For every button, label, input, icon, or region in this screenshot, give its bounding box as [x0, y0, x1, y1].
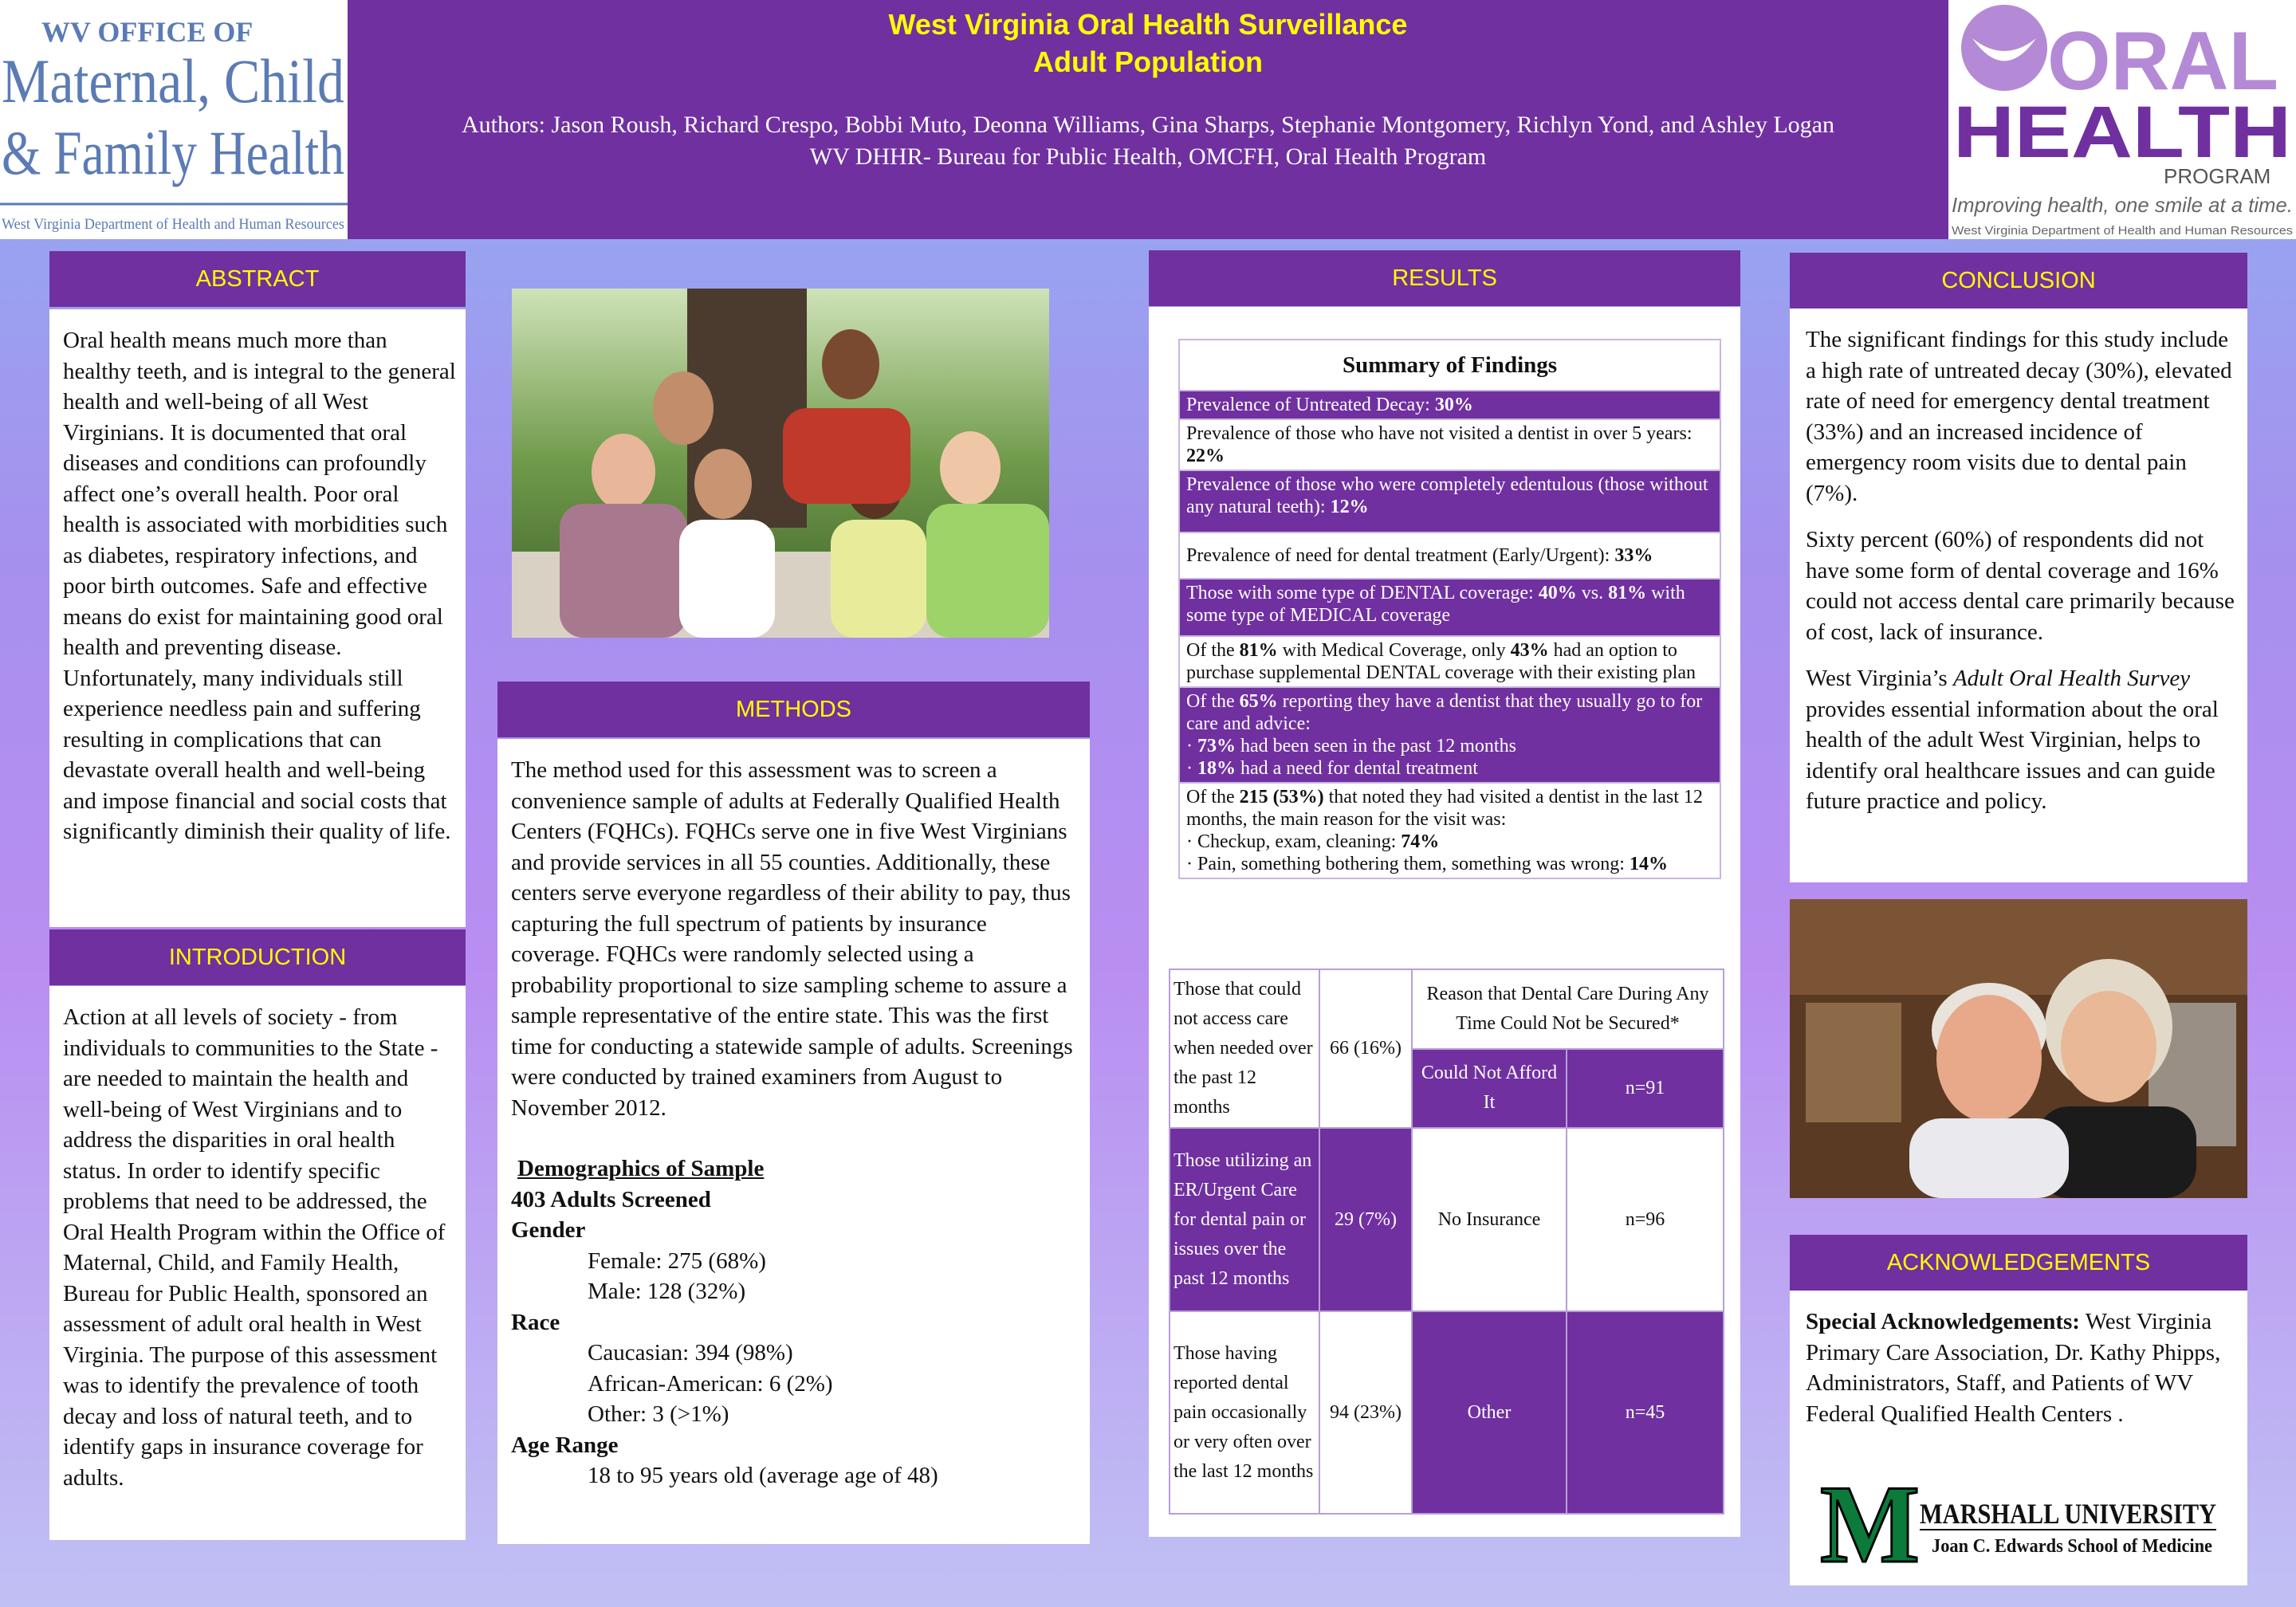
finding-dental-coverage: [1179, 579, 1720, 636]
conclusion-panel: [1790, 308, 2247, 882]
mch-logo-line1: WV OFFICE OF: [41, 16, 254, 48]
oral-health-logo: [1948, 0, 2296, 239]
finding-no-dentist-visit: [1179, 419, 1720, 470]
gender-male: Male: 128 (32%): [588, 1279, 746, 1304]
finding-label: had an option to purchase supplemental DENTAL coverage with their existing plan: [1186, 640, 1696, 683]
introduction-panel: [49, 986, 466, 1540]
finding-label: Those with some type of DENTAL coverage:: [1186, 583, 1534, 603]
access-count: 29 (7%): [1319, 1128, 1412, 1311]
finding-value: 12%: [1330, 497, 1369, 517]
reason-cell: Could Not Afford It: [1412, 1049, 1567, 1129]
methods-text: The method used for this assessment was to screen a convenience sample of adults at Federally Qualified Health Centers (FQHCs). FQHCs serve one in five West Virginians and provide services in all 55 counties. Additionally, these centers serve everyone regardless of their ability to pay, thus capturing the full spectrum of patients by insurance coverage. FQHCs were randomly selected using a probability proportional to size sampling scheme to assure a sample representative of the entire state. This was the first time for conducting a statewide sample of adults. Screenings were conducted by trained examiners from August to November 2012.: [511, 757, 1073, 1121]
bullet: ·: [1186, 831, 1193, 852]
gender-female: Female: 275 (68%): [588, 1247, 766, 1274]
finding-value: 74%: [1401, 831, 1440, 852]
adults-screened: 403 Adults Screened: [511, 1186, 711, 1212]
methods-panel: [497, 739, 1090, 1544]
oral-health-logo-dept: West Virginia Department of Health and Human Resources: [1952, 224, 2293, 238]
authors-line: Authors: Jason Roush, Richard Crespo, Bobbi Muto, Deonna Williams, Gina Sharps, Stephanie Montgomery, Richlyn Yond, and Ashley Logan: [461, 112, 1834, 138]
acknowledgements-list: West Virginia Primary Care Association, Dr. Kathy Phipps, Administrators, Staff, and Patients of WV Federal Qualified Health Centers .: [1806, 1309, 2221, 1427]
conclusion-paragraph: [1806, 663, 2236, 817]
conclusion-text: provides essential information about the oral health of the adult West Virginian, helps to identify oral healthcare issues and can guide future practice and policy.: [1806, 696, 2219, 814]
table-row: [1170, 969, 1724, 1049]
finding-value: 65%: [1239, 691, 1278, 712]
conclusion-content: [1806, 324, 2236, 833]
affiliation-line: WV DHHR- Bureau for Public Health, OMCFH, Oral Health Program: [809, 143, 1487, 170]
mch-logo-line3: & Family Health: [2, 118, 344, 187]
access-desc: Those that could not access care when needed over the past 12 months: [1170, 969, 1319, 1128]
bullet: ·: [1186, 758, 1193, 779]
marshall-logo-graphic: [1820, 1463, 2219, 1586]
oral-health-logo-program: PROGRAM: [2164, 164, 2271, 188]
finding-value: 40%: [1538, 583, 1577, 603]
finding-row: [1179, 687, 1720, 783]
finding-value: 33%: [1614, 545, 1653, 566]
finding-label: with some type of MEDICAL coverage: [1186, 583, 1685, 626]
poster-subtitle: Adult Population: [1033, 45, 1263, 78]
conclusion-heading: CONCLUSION: [1790, 253, 2247, 308]
acknowledgements-heading: ACKNOWLEDGEMENTS: [1790, 1235, 2247, 1291]
gender-label: Gender: [511, 1217, 586, 1243]
access-table: [1169, 969, 1724, 1515]
abstract-heading: ABSTRACT: [49, 251, 466, 307]
acknowledgements-text: [1806, 1306, 2236, 1429]
access-count: 66 (16%): [1319, 969, 1412, 1128]
methods-content: [511, 755, 1079, 1491]
finding-value: 81%: [1608, 583, 1647, 603]
oral-health-logo-oral: ORAL: [2047, 15, 2278, 108]
reason-n: n=96: [1567, 1128, 1724, 1311]
finding-label: Of the: [1186, 640, 1235, 661]
finding-value: 43%: [1510, 640, 1549, 661]
finding-usual-dentist: [1179, 687, 1720, 783]
marshall-name: MARSHALL UNIVERSITY: [1920, 1498, 2216, 1530]
group-photo: [512, 289, 1049, 638]
methods-heading: METHODS: [497, 682, 1090, 737]
finding-visit-reason: [1179, 783, 1720, 878]
bullet: ·: [1186, 854, 1193, 874]
finding-label: Prevalence of those who were completely edentulous (those without any natural teeth):: [1186, 474, 1708, 517]
reason-cell: Other: [1412, 1311, 1567, 1514]
finding-value: 81%: [1239, 640, 1278, 661]
oral-health-logo-health: HEALTH: [1953, 92, 2291, 173]
finding-label: Prevalence of those who have not visited a dentist in over 5 years:: [1186, 423, 1693, 444]
finding-value: 215 (53%): [1239, 787, 1324, 807]
finding-row: [1179, 783, 1720, 878]
finding-label: Of the: [1186, 787, 1235, 807]
finding-label: Pain, something bothering them, something was wrong:: [1197, 854, 1625, 874]
couple-photo: [1790, 899, 2247, 1198]
marshall-m-icon: M: [1820, 1463, 1920, 1586]
finding-row: [1179, 470, 1720, 532]
mch-logo-line4: West Virginia Department of Health and Human Resources: [2, 216, 344, 233]
acknowledgements-bold: Special Acknowledgements:: [1806, 1309, 2080, 1334]
finding-row: [1179, 419, 1720, 470]
finding-edentulous: [1179, 470, 1720, 532]
finding-label: Prevalence of need for dental treatment (Early/Urgent):: [1186, 545, 1610, 566]
finding-row: [1179, 391, 1720, 419]
table-row: [1170, 1128, 1724, 1311]
finding-supplemental-coverage: [1179, 636, 1720, 687]
poster-title: West Virginia Oral Health Surveillance: [888, 8, 1408, 41]
acknowledgements-panel: [1790, 1291, 2247, 1585]
summary-table: [1178, 339, 1721, 879]
group-photo-image: [512, 289, 1049, 638]
couple-photo-image: [1790, 899, 2247, 1198]
mch-logo-graphic: [0, 0, 348, 239]
finding-untreated-decay: [1179, 391, 1720, 419]
summary-title: Summary of Findings: [1179, 340, 1720, 391]
access-desc: Those utilizing an ER/Urgent Care for dental pain or issues over the past 12 months: [1170, 1128, 1319, 1311]
finding-label: Of the: [1186, 691, 1235, 712]
introduction-text: Action at all levels of society - from individuals to communities to the State - are needed to maintain the health and well-being of West Virginians and to address the disparities in oral health status. In order to identify specific problems that need to be addressed, the Oral Health Program within the Office of Maternal, Child, and Family Health, Bureau for Public Health, sponsored an assessment of adult oral health in West Virginia. The purpose of this assessment was to identify the prevalence of tooth decay and loss of natural teeth, and to identify gaps in insurance coverage for adults.: [63, 1004, 446, 1491]
finding-label: had a need for dental treatment: [1240, 758, 1478, 779]
conclusion-paragraph: Sixty percent (60%) of respondents did not have some form of dental coverage and 16% could not access dental care primarily because of cost, lack of insurance.: [1806, 527, 2235, 645]
mch-logo: [0, 0, 348, 239]
abstract-text: Oral health means much more than healthy teeth, and is integral to the general health and well-being of all West Virginians. It is documented that oral diseases and conditions can profoundly affect one’s overall health. Poor oral health is associated with morbidities such as diabetes, respiratory infections, and poor birth outcomes. Safe and effective means do exist for maintaining good oral health and preventing disease. Unfortunately, many individuals still experience needless pain and suffering resulting in complications that can devastate overall health and well-being and impose financial and social costs that significantly diminish their quality of life.: [63, 328, 456, 844]
race-african-american: African-American: 6 (2%): [588, 1370, 833, 1397]
table-row: [1170, 1311, 1724, 1514]
finding-value: 73%: [1197, 736, 1236, 756]
race-label: Race: [511, 1309, 560, 1335]
race-caucasian: Caucasian: 394 (98%): [588, 1340, 793, 1365]
summary-title-row: [1179, 340, 1720, 391]
reason-n: n=45: [1567, 1311, 1724, 1514]
finding-label: Prevalence of Untreated Decay:: [1186, 395, 1430, 415]
oral-health-logo-graphic: [1948, 0, 2296, 239]
results-panel: [1149, 307, 1740, 1537]
introduction-heading: INTRODUCTION: [49, 929, 466, 985]
access-desc: Those having reported dental pain occasionally or very often over the last 12 months: [1170, 1311, 1319, 1514]
abstract-panel: [49, 309, 466, 927]
age-range-value: 18 to 95 years old (average age of 48): [588, 1463, 938, 1488]
bullet: ·: [1186, 736, 1193, 756]
reason-header: Reason that Dental Care During Any Time Could Not be Secured*: [1412, 969, 1724, 1049]
demographics-title: Demographics of Sample: [517, 1156, 765, 1181]
conclusion-text: West Virginia’s: [1806, 666, 1948, 691]
finding-label: Checkup, exam, cleaning:: [1197, 831, 1397, 852]
finding-row: [1179, 636, 1720, 687]
access-count: 94 (23%): [1319, 1311, 1412, 1514]
results-heading: RESULTS: [1149, 250, 1740, 306]
finding-treatment-need: [1179, 532, 1720, 579]
oral-health-logo-tagline: Improving health, one smile at a time.: [1952, 193, 2293, 217]
conclusion-paragraph: The significant findings for this study include a high rate of untreated decay (30%), elevated rate of need for emergency dental treatment (33%) and an increased incidence of emergency room visits due to dental pain (7%).: [1806, 327, 2232, 506]
mch-logo-line2: Maternal, Child: [2, 46, 344, 116]
survey-name: Adult Oral Health Survey: [1952, 666, 2191, 691]
finding-label: had been seen in the past 12 months: [1240, 736, 1516, 756]
reason-n: n=91: [1567, 1049, 1724, 1129]
finding-row: [1179, 532, 1720, 579]
finding-value: 22%: [1186, 446, 1225, 466]
marshall-school: Joan C. Edwards School of Medicine: [1932, 1536, 2213, 1557]
finding-label: with Medical Coverage, only: [1282, 640, 1506, 661]
finding-label: that noted they had visited a dentist in the last 12 months, the main reason for the visit was:: [1186, 787, 1703, 830]
finding-row: [1179, 579, 1720, 636]
finding-label: reporting they have a dentist that they usually go to for care and advice:: [1186, 691, 1703, 734]
finding-label: vs.: [1581, 583, 1604, 603]
reason-cell: No Insurance: [1412, 1128, 1567, 1311]
finding-value: 18%: [1197, 758, 1236, 779]
finding-value: 30%: [1434, 395, 1473, 415]
age-range-label: Age Range: [511, 1432, 619, 1458]
finding-value: 14%: [1629, 854, 1668, 874]
race-other: Other: 3 (>1%): [588, 1401, 729, 1427]
marshall-logo: [1820, 1463, 2219, 1586]
